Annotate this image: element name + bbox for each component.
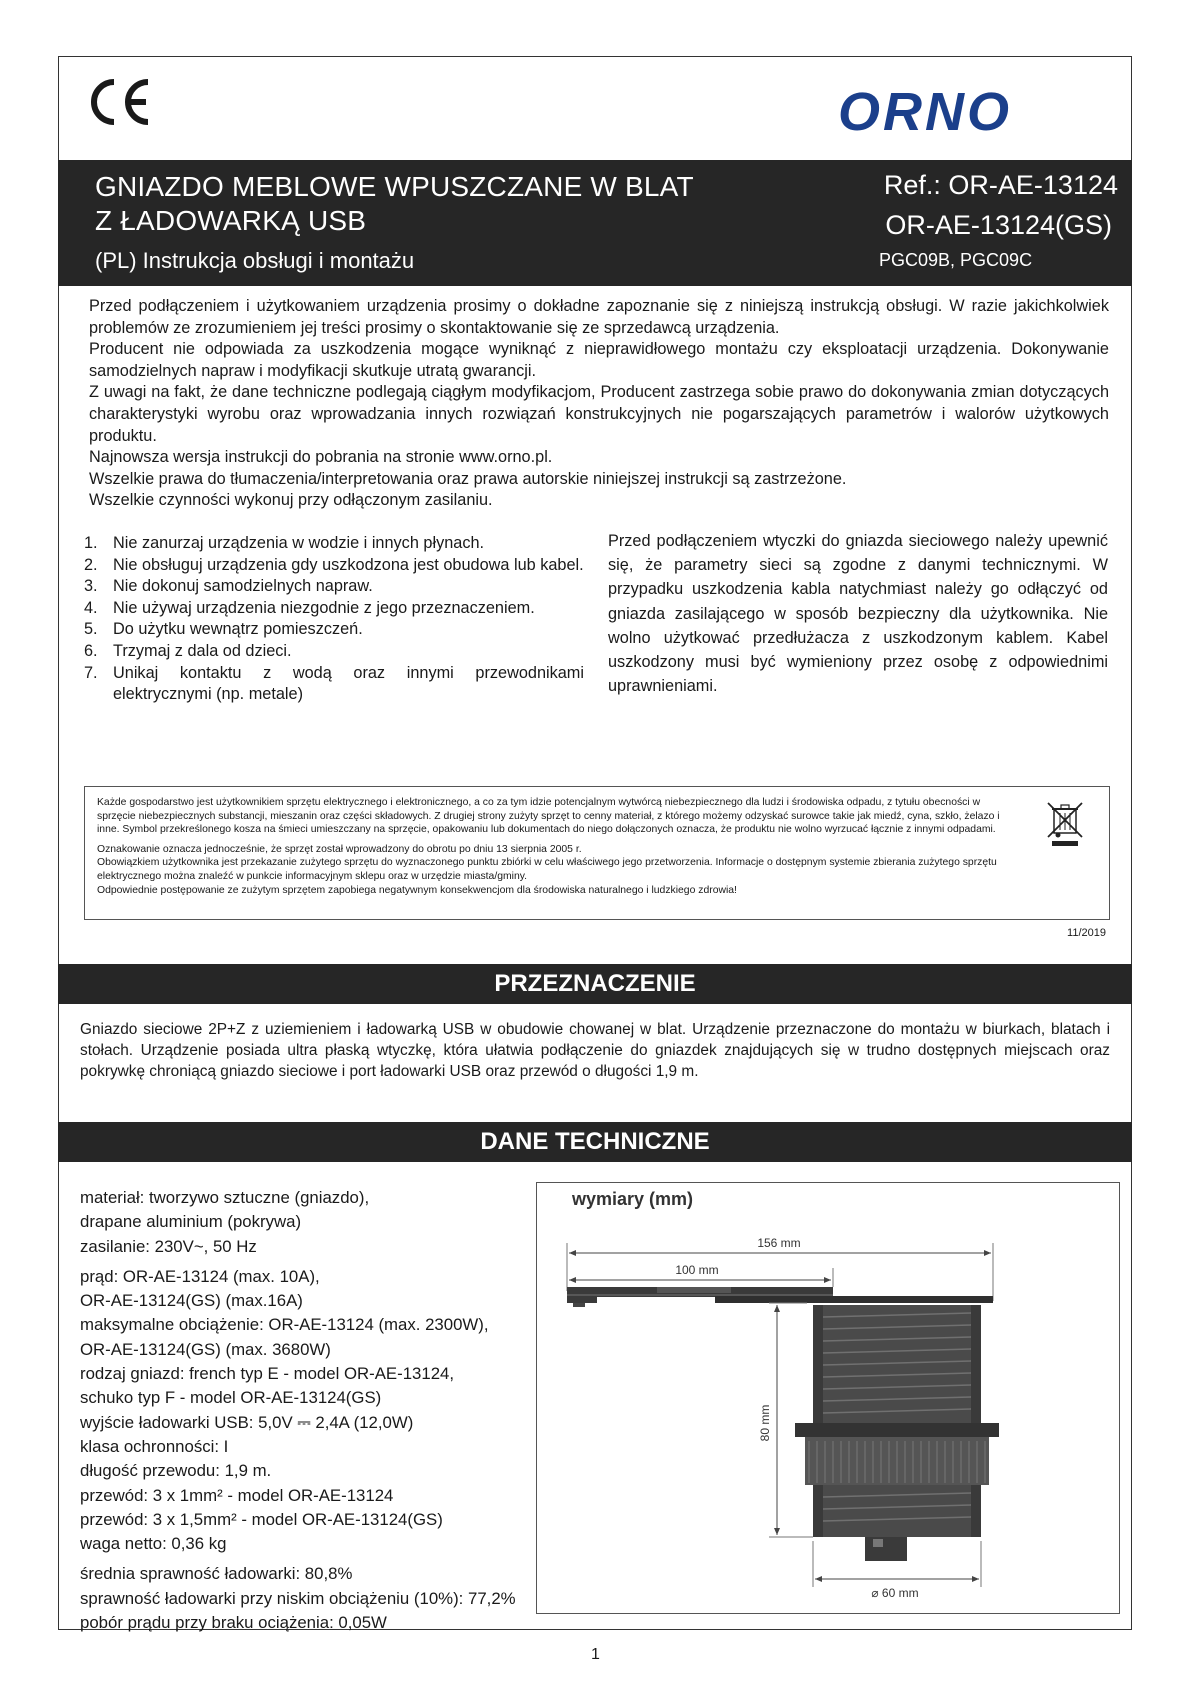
manual-subtitle: (PL) Instrukcja obsługi i montażu (95, 248, 415, 273)
ref-code-gs: OR-AE-13124(GS) (885, 210, 1112, 240)
ce-mark-icon (84, 78, 154, 126)
spec-item: rodzaj gniazd: french typ E - model OR-AE-13124, (80, 1364, 455, 1384)
dim-width-total: 156 mm (757, 1236, 801, 1250)
spec-item: zasilanie: 230V~, 50 Hz (80, 1236, 257, 1256)
weee-paragraph: Oznakowanie oznacza jednocześnie, że sprzęt został wprowadzony do obrotu po dniu 13 sierpnia 2005 r. (97, 843, 582, 855)
ref-code: Ref.: OR-AE-13124 (883, 170, 1118, 200)
dim-width-partial: 100 mm (675, 1263, 719, 1277)
intro-text (89, 296, 1109, 512)
socket-drawing (537, 1183, 1121, 1615)
dimensions-drawing (536, 1182, 1120, 1614)
spec-item: wyjście ładowarki USB: 5,0V ⎓ 2,4A (12,0W) (80, 1412, 414, 1432)
weee-notice (84, 786, 1110, 920)
title-line2: Z ŁADOWARKĄ USB (95, 205, 367, 236)
spec-item: OR-AE-13124(GS) (max.16A) (80, 1291, 303, 1311)
spec-item: prąd: OR-AE-13124 (max. 10A), (80, 1266, 320, 1286)
dim-height: 80 mm (758, 1404, 772, 1442)
dim-diameter: ⌀ 60 mm (871, 1586, 919, 1600)
spec-item: OR-AE-13124(GS) (max. 3680W) (80, 1339, 331, 1359)
safety-item: 5. Do użytku wewnątrz pomieszczeń. (84, 620, 363, 639)
spec-item: średnia sprawność ładowarki: 80,8% (80, 1564, 353, 1584)
intro-paragraph: Najnowsza wersja instrukcji do pobrania na stronie www.orno.pl. (89, 448, 553, 467)
weee-paragraph: Każde gospodarstwo jest użytkownikiem sprzętu elektrycznego i elektronicznego, a co za tym idzie potencjalnym wytwórcą niebezpiecznego dla ludzi i środowiska odpadu, z tytułu obecności w sprzęcie niebezpiecznych substancji, mieszanin oraz części składowych. Z drugiej strony zużyty sprzęt to cenny materiał, z którego możemy odzyskać surowce takie jak miedź, cyna, szkło, żelazo i inne. Symbol przekreślonego kosza na śmieci umieszczany na sprzęcie, opakowaniu lub dokumentach do niego dołączonych oznacza, że produktu nie wolno wyrzucać łącznie z innymi odpadami. (97, 797, 1000, 836)
safety-item: 7. Unikaj kontaktu z wodą oraz innymi przewodnikami elektrycznymi (np. metale) (84, 663, 584, 704)
page-number: 1 (591, 1646, 600, 1663)
connection-note: Przed podłączeniem wtyczki do gniazda sieciowego należy upewnić się, że parametry sieci są zgodne z danymi technicznymi. W przypadku uszkodzenia kabla natychmiast należy go odłączyć od gniazda zasilającego w sposób bezpieczny dla użytkownika. Nie wolno użytkować przedłużacza z uszkodzonym kablem. Kabel uszkodzony musi być wymieniony przez osobę z odpowiednimi uprawnieniami. (608, 532, 1108, 696)
spec-item: sprawność ładowarki przy niskim obciążeniu (10%): 77,2% (80, 1588, 516, 1608)
spec-item: drapane aluminium (pokrywa) (80, 1212, 302, 1232)
intro-paragraph: Wszelkie czynności wykonuj przy odłączonym zasilaniu. (89, 491, 493, 510)
dimensions-title: wymiary (mm) (572, 1189, 694, 1209)
intro-paragraph: Producent nie odpowiada za uszkodzenia mogące wyniknąć z nieprawidłowego montażu czy eksploatacji urządzenia. Dokonywanie samodzielnych napraw i modyfikacji skutkuje utratą gwarancji. (89, 340, 1109, 380)
ce-mark (84, 78, 154, 131)
safety-item: 2. Nie obsługuj urządzenia gdy uszkodzona jest obudowa lub kabel. (84, 555, 584, 574)
orno-logo-icon (838, 84, 1060, 140)
weee-paragraph: Odpowiednie postępowanie ze zużytym sprzętem zapobiega negatywnym konsekwencjom dla środowiska naturalnego i ludzkiego zdrowia! (97, 884, 737, 896)
section-heading-purpose: PRZEZNACZENIE (58, 964, 1132, 1004)
intro-paragraph: Przed podłączeniem i użytkowaniem urządzenia prosimy o dokładne zapoznanie się z niniejszą instrukcją obsługi. W razie jakichkolwiek problemów ze zrozumieniem jej treści prosimy o skontaktowanie się ze sprzedawcą urządzenia. (89, 297, 1109, 337)
spec-item: przewód: 3 x 1,5mm² - model OR-AE-13124(GS) (80, 1509, 443, 1529)
header-band (58, 160, 1132, 286)
safety-item: 1. Nie zanurzaj urządzenia w wodzie i innych płynach. (84, 534, 485, 552)
spec-list (80, 1186, 550, 1635)
product-title (95, 170, 694, 238)
safety-item: 4. Nie używaj urządzenia niezgodnie z jego przeznaczeniem. (84, 598, 535, 617)
intro-paragraph: Z uwagi na fakt, że dane techniczne podlegają ciągłym modyfikacjom, Producent zastrzega sobie prawo do dokonywania zmian dotyczących charakterystyki wyrobu oraz wprowadzania innych rozwiązań konstrukcyjnych nie pogarszających parametrów i walorów użytkowych produktu. (89, 383, 1109, 445)
spec-item: waga netto: 0,36 kg (80, 1534, 227, 1554)
brand-logo (838, 84, 1060, 145)
brand-text: ORNO (838, 84, 1012, 140)
crossed-bin-icon (1045, 801, 1085, 847)
spec-item: materiał: tworzywo sztuczne (gniazdo), (80, 1188, 370, 1207)
spec-item: przewód: 3 x 1mm² - model OR-AE-13124 (80, 1485, 394, 1505)
section-heading-specs: DANE TECHNICZNE (58, 1122, 1132, 1162)
spec-item: schuko typ F - model OR-AE-13124(GS) (80, 1388, 382, 1408)
revision-date: 11/2019 (1067, 927, 1106, 939)
spec-item: długość przewodu: 1,9 m. (80, 1461, 272, 1481)
spec-item: pobór prądu przy braku ociążenia: 0,05W (80, 1613, 387, 1633)
safety-list (84, 533, 584, 706)
title-line1: GNIAZDO MEBLOWE WPUSZCZANE W BLAT (95, 171, 694, 202)
purpose-text: Gniazdo sieciowe 2P+Z z uziemieniem i ładowarką USB w obudowie chowanej w blat. Urządzenie przeznaczone do montażu w biurkach, blatach i stołach. Urządzenie posiada ultra płaską wtyczkę, która ułatwia podłączenie do gniazdek znajdujących się w trudno dostępnych miejscach oraz pokrywkę chroniącą gniazdo sieciowe i port ładowarki USB oraz przewód o długości 1,9 m. (80, 1021, 1110, 1080)
safety-item: 3. Nie dokonuj samodzielnych napraw. (84, 577, 373, 596)
spec-item: klasa ochronności: I (80, 1436, 229, 1456)
model-codes: PGC09B, PGC09C (879, 250, 1033, 270)
safety-item: 6. Trzymaj z dala od dzieci. (84, 641, 292, 660)
weee-paragraph: Obowiązkiem użytkownika jest przekazanie zużytego sprzętu do wyznaczonego punktu zbiórki w celu właściwego jego przetworzenia. Informacje o dostępnym systemie zbierania zużytego sprzętu elektrycznego można znaleźć w punkcie informacyjnym sklepu oraz w urzędzie miasta/gminy. (97, 857, 997, 882)
spec-item: maksymalne obciążenie: OR-AE-13124 (max. 2300W), (80, 1315, 489, 1335)
intro-paragraph: Wszelkie prawa do tłumaczenia/interpretowania oraz prawa autorskie niniejszej instrukcji są zastrzeżone. (89, 469, 847, 488)
